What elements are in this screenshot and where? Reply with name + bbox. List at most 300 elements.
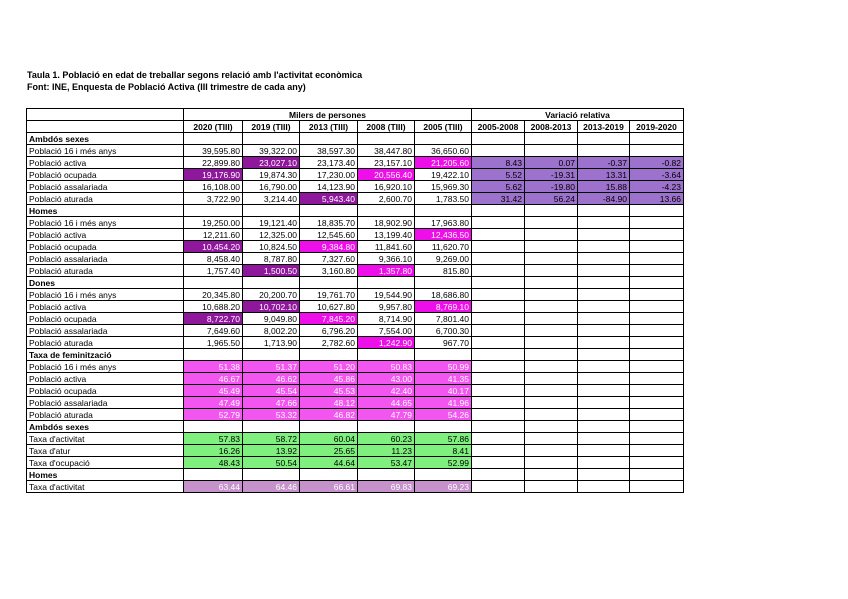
cell-variation bbox=[630, 301, 684, 313]
cell-value: 8,722.70 bbox=[184, 313, 243, 325]
cell-variation bbox=[578, 265, 630, 277]
cell-variation bbox=[472, 397, 525, 409]
row-label: Població aturada bbox=[27, 193, 184, 205]
cell-variation bbox=[630, 433, 684, 445]
cell-variation bbox=[472, 421, 525, 433]
cell-variation bbox=[525, 445, 578, 457]
table-row bbox=[27, 301, 684, 313]
cell-value: 50.83 bbox=[358, 361, 415, 373]
cell-variation bbox=[525, 277, 578, 289]
cell-variation bbox=[578, 397, 630, 409]
cell-value: 1,783.50 bbox=[415, 193, 472, 205]
cell-value: 19,544.90 bbox=[358, 289, 415, 301]
row-label: Taxa d'ocupació bbox=[27, 457, 184, 469]
cell-value: 8,714.90 bbox=[358, 313, 415, 325]
cell-value: 7,554.00 bbox=[358, 325, 415, 337]
cell-variation: -19.31 bbox=[525, 169, 578, 181]
cell-variation: 0.07 bbox=[525, 157, 578, 169]
table-row bbox=[27, 325, 684, 337]
cell-variation bbox=[525, 133, 578, 145]
cell-value: 60.23 bbox=[358, 433, 415, 445]
cell-variation bbox=[578, 409, 630, 421]
cell-value: 1,965.50 bbox=[184, 337, 243, 349]
cell-variation bbox=[525, 145, 578, 157]
table-row bbox=[27, 337, 684, 349]
cell-value: 6,796.20 bbox=[300, 325, 358, 337]
row-label: Població ocupada bbox=[27, 313, 184, 325]
cell-value bbox=[184, 469, 243, 481]
cell-value bbox=[358, 133, 415, 145]
cell-value: 1,242.90 bbox=[358, 337, 415, 349]
cell-variation bbox=[472, 217, 525, 229]
cell-value: 3,722.90 bbox=[184, 193, 243, 205]
row-label: Població aturada bbox=[27, 337, 184, 349]
cell-value: 51.37 bbox=[243, 361, 300, 373]
table-row bbox=[27, 433, 684, 445]
cell-variation bbox=[630, 145, 684, 157]
cell-variation bbox=[578, 457, 630, 469]
cell-value: 9,269.00 bbox=[415, 253, 472, 265]
cell-variation: -0.37 bbox=[578, 157, 630, 169]
header-period: 2019-2020 bbox=[630, 121, 684, 133]
cell-variation bbox=[525, 385, 578, 397]
cell-value bbox=[415, 205, 472, 217]
row-label: Població activa bbox=[27, 229, 184, 241]
cell-value: 51.38 bbox=[184, 361, 243, 373]
row-label: Taxa d'atur bbox=[27, 445, 184, 457]
cell-variation bbox=[472, 361, 525, 373]
row-label: Població ocupada bbox=[27, 241, 184, 253]
cell-variation bbox=[630, 397, 684, 409]
cell-value: 9,384.80 bbox=[300, 241, 358, 253]
cell-value: 19,761.70 bbox=[300, 289, 358, 301]
header-year: 2008 (TIII) bbox=[358, 121, 415, 133]
cell-value: 43.00 bbox=[358, 373, 415, 385]
row-label: Taxa d'activitat bbox=[27, 433, 184, 445]
cell-variation bbox=[472, 445, 525, 457]
cell-variation bbox=[630, 445, 684, 457]
cell-value: 41.35 bbox=[415, 373, 472, 385]
cell-variation bbox=[630, 229, 684, 241]
cell-variation bbox=[525, 229, 578, 241]
cell-value: 9,957.80 bbox=[358, 301, 415, 313]
cell-variation bbox=[472, 349, 525, 361]
cell-value: 18,686.80 bbox=[415, 289, 472, 301]
cell-variation bbox=[578, 205, 630, 217]
cell-value: 7,845.20 bbox=[300, 313, 358, 325]
row-label: Població ocupada bbox=[27, 169, 184, 181]
cell-value bbox=[358, 349, 415, 361]
cell-value: 1,757.40 bbox=[184, 265, 243, 277]
cell-value: 12,325.00 bbox=[243, 229, 300, 241]
cell-variation bbox=[525, 349, 578, 361]
cell-variation bbox=[472, 433, 525, 445]
cell-value: 46.82 bbox=[300, 409, 358, 421]
table-row bbox=[27, 481, 684, 493]
cell-value: 12,436.50 bbox=[415, 229, 472, 241]
table-row bbox=[27, 313, 684, 325]
row-label: Població assalariada bbox=[27, 181, 184, 193]
cell-value: 51.20 bbox=[300, 361, 358, 373]
cell-variation: -4.23 bbox=[630, 181, 684, 193]
section-row bbox=[27, 349, 684, 361]
cell-value: 2,600.70 bbox=[358, 193, 415, 205]
cell-variation bbox=[630, 325, 684, 337]
cell-variation bbox=[578, 229, 630, 241]
cell-variation bbox=[525, 421, 578, 433]
cell-variation bbox=[525, 481, 578, 493]
section-label: Taxa de feminització bbox=[27, 349, 184, 361]
cell-value: 45.53 bbox=[300, 385, 358, 397]
cell-value: 16,790.00 bbox=[243, 181, 300, 193]
cell-value bbox=[243, 277, 300, 289]
cell-variation bbox=[578, 349, 630, 361]
cell-value: 45.49 bbox=[184, 385, 243, 397]
cell-variation bbox=[578, 253, 630, 265]
cell-value bbox=[300, 349, 358, 361]
cell-variation: -84.90 bbox=[578, 193, 630, 205]
cell-variation bbox=[525, 361, 578, 373]
cell-value: 52.99 bbox=[415, 457, 472, 469]
cell-value bbox=[415, 277, 472, 289]
cell-variation bbox=[578, 217, 630, 229]
cell-value bbox=[415, 349, 472, 361]
cell-value: 36,650.60 bbox=[415, 145, 472, 157]
cell-value: 9,049.80 bbox=[243, 313, 300, 325]
cell-value: 11.23 bbox=[358, 445, 415, 457]
data-table bbox=[26, 108, 684, 493]
cell-value: 63.44 bbox=[184, 481, 243, 493]
cell-variation bbox=[472, 481, 525, 493]
cell-value: 7,649.60 bbox=[184, 325, 243, 337]
cell-value: 10,454.20 bbox=[184, 241, 243, 253]
cell-value: 47.79 bbox=[358, 409, 415, 421]
cell-value: 64.46 bbox=[243, 481, 300, 493]
cell-value bbox=[243, 133, 300, 145]
cell-value: 46.62 bbox=[243, 373, 300, 385]
section-row bbox=[27, 205, 684, 217]
cell-variation bbox=[630, 385, 684, 397]
cell-variation bbox=[578, 301, 630, 313]
section-label: Homes bbox=[27, 205, 184, 217]
section-label: Dones bbox=[27, 277, 184, 289]
cell-value: 967.70 bbox=[415, 337, 472, 349]
cell-value: 45.54 bbox=[243, 385, 300, 397]
cell-value: 16,920.10 bbox=[358, 181, 415, 193]
cell-value bbox=[300, 133, 358, 145]
cell-value bbox=[415, 469, 472, 481]
header-year: 2013 (TIII) bbox=[300, 121, 358, 133]
cell-variation bbox=[630, 205, 684, 217]
cell-value: 8,787.80 bbox=[243, 253, 300, 265]
row-label: Població ocupada bbox=[27, 385, 184, 397]
header-corner bbox=[27, 121, 184, 133]
row-label: Població 16 i més anys bbox=[27, 361, 184, 373]
cell-value: 13.92 bbox=[243, 445, 300, 457]
cell-variation bbox=[578, 337, 630, 349]
cell-variation bbox=[472, 265, 525, 277]
cell-value: 2,782.60 bbox=[300, 337, 358, 349]
cell-variation bbox=[472, 373, 525, 385]
cell-variation bbox=[630, 289, 684, 301]
cell-variation bbox=[472, 301, 525, 313]
cell-value: 8.41 bbox=[415, 445, 472, 457]
cell-value bbox=[243, 421, 300, 433]
cell-value: 45.86 bbox=[300, 373, 358, 385]
cell-value bbox=[358, 205, 415, 217]
cell-value: 46.67 bbox=[184, 373, 243, 385]
cell-value bbox=[300, 469, 358, 481]
cell-variation: 5.62 bbox=[472, 181, 525, 193]
cell-value: 69.83 bbox=[358, 481, 415, 493]
cell-variation bbox=[525, 205, 578, 217]
row-label: Població 16 i més anys bbox=[27, 217, 184, 229]
cell-value bbox=[184, 133, 243, 145]
row-label: Població activa bbox=[27, 301, 184, 313]
cell-variation bbox=[630, 361, 684, 373]
table-title: Taula 1. Població en edat de treballar segons relació amb l'activitat econòmica bbox=[27, 70, 363, 80]
cell-variation bbox=[630, 277, 684, 289]
cell-value: 3,160.80 bbox=[300, 265, 358, 277]
cell-variation bbox=[472, 313, 525, 325]
cell-value bbox=[184, 421, 243, 433]
cell-variation: -0.82 bbox=[630, 157, 684, 169]
table-row bbox=[27, 169, 684, 181]
row-label: Població aturada bbox=[27, 265, 184, 277]
cell-value: 23,027.10 bbox=[243, 157, 300, 169]
cell-value: 39,322.00 bbox=[243, 145, 300, 157]
cell-value: 19,422.10 bbox=[415, 169, 472, 181]
cell-value: 47.66 bbox=[243, 397, 300, 409]
section-row bbox=[27, 421, 684, 433]
cell-value bbox=[243, 349, 300, 361]
cell-value: 8,769.10 bbox=[415, 301, 472, 313]
cell-value: 10,702.10 bbox=[243, 301, 300, 313]
cell-variation bbox=[525, 433, 578, 445]
cell-value: 39,595.80 bbox=[184, 145, 243, 157]
header-corner bbox=[27, 109, 184, 121]
cell-value: 17,230.00 bbox=[300, 169, 358, 181]
cell-value bbox=[243, 205, 300, 217]
cell-value: 12,545.60 bbox=[300, 229, 358, 241]
cell-variation bbox=[630, 241, 684, 253]
cell-value: 9,366.10 bbox=[358, 253, 415, 265]
cell-variation: -19.80 bbox=[525, 181, 578, 193]
table-row bbox=[27, 145, 684, 157]
cell-value: 5,943.40 bbox=[300, 193, 358, 205]
cell-value: 18,835.70 bbox=[300, 217, 358, 229]
cell-variation bbox=[472, 385, 525, 397]
cell-value: 10,627.80 bbox=[300, 301, 358, 313]
cell-value: 41.96 bbox=[415, 397, 472, 409]
cell-value: 53.47 bbox=[358, 457, 415, 469]
cell-value bbox=[184, 205, 243, 217]
row-label: Població 16 i més anys bbox=[27, 145, 184, 157]
cell-value: 19,250.00 bbox=[184, 217, 243, 229]
cell-variation bbox=[630, 457, 684, 469]
row-label: Població 16 i més anys bbox=[27, 289, 184, 301]
section-label: Homes bbox=[27, 469, 184, 481]
cell-value: 7,801.40 bbox=[415, 313, 472, 325]
section-row bbox=[27, 133, 684, 145]
cell-variation bbox=[578, 361, 630, 373]
cell-value: 21,205.60 bbox=[415, 157, 472, 169]
cell-value: 66.61 bbox=[300, 481, 358, 493]
cell-value: 14,123.90 bbox=[300, 181, 358, 193]
cell-value bbox=[300, 277, 358, 289]
cell-value bbox=[300, 421, 358, 433]
cell-variation bbox=[578, 469, 630, 481]
cell-value: 48.12 bbox=[300, 397, 358, 409]
table-row bbox=[27, 385, 684, 397]
header-group-thousands: Milers de persones bbox=[184, 109, 472, 121]
cell-value: 8,002.20 bbox=[243, 325, 300, 337]
cell-variation bbox=[630, 409, 684, 421]
cell-variation bbox=[630, 253, 684, 265]
header-period: 2008-2013 bbox=[525, 121, 578, 133]
cell-variation bbox=[578, 313, 630, 325]
cell-variation bbox=[630, 217, 684, 229]
cell-value: 60.04 bbox=[300, 433, 358, 445]
cell-value: 16,108.00 bbox=[184, 181, 243, 193]
cell-variation bbox=[472, 289, 525, 301]
cell-value: 53.32 bbox=[243, 409, 300, 421]
cell-variation bbox=[472, 337, 525, 349]
cell-variation bbox=[525, 337, 578, 349]
cell-value: 18,902.90 bbox=[358, 217, 415, 229]
header-year: 2005 (TIII) bbox=[415, 121, 472, 133]
row-label: Població assalariada bbox=[27, 253, 184, 265]
row-label: Població activa bbox=[27, 373, 184, 385]
cell-value: 52.79 bbox=[184, 409, 243, 421]
cell-variation bbox=[578, 133, 630, 145]
table-row bbox=[27, 409, 684, 421]
cell-variation bbox=[525, 265, 578, 277]
table-row bbox=[27, 361, 684, 373]
cell-value: 54.26 bbox=[415, 409, 472, 421]
cell-value: 19,176.90 bbox=[184, 169, 243, 181]
cell-value bbox=[243, 469, 300, 481]
cell-variation bbox=[525, 289, 578, 301]
cell-variation bbox=[578, 241, 630, 253]
cell-variation: 13.66 bbox=[630, 193, 684, 205]
cell-variation bbox=[472, 469, 525, 481]
cell-variation: 5.52 bbox=[472, 169, 525, 181]
cell-variation bbox=[630, 373, 684, 385]
cell-value bbox=[415, 421, 472, 433]
table-row bbox=[27, 457, 684, 469]
header-year: 2020 (TIII) bbox=[184, 121, 243, 133]
cell-variation bbox=[578, 373, 630, 385]
cell-value: 11,620.70 bbox=[415, 241, 472, 253]
cell-value: 12,211.60 bbox=[184, 229, 243, 241]
table-row bbox=[27, 373, 684, 385]
table-row bbox=[27, 265, 684, 277]
cell-variation bbox=[472, 277, 525, 289]
cell-value: 38,597.30 bbox=[300, 145, 358, 157]
cell-value: 11,841.60 bbox=[358, 241, 415, 253]
cell-value: 50.99 bbox=[415, 361, 472, 373]
cell-value: 47.49 bbox=[184, 397, 243, 409]
cell-value: 17,963.80 bbox=[415, 217, 472, 229]
section-label: Ambdós sexes bbox=[27, 421, 184, 433]
table-row bbox=[27, 193, 684, 205]
cell-variation bbox=[578, 445, 630, 457]
cell-variation bbox=[525, 325, 578, 337]
header-period: 2005-2008 bbox=[472, 121, 525, 133]
cell-value: 1,500.50 bbox=[243, 265, 300, 277]
cell-value: 3,214.40 bbox=[243, 193, 300, 205]
table-source: Font: INE, Enquesta de Població Activa (III trimestre de cada any) bbox=[27, 82, 306, 92]
row-label: Població activa bbox=[27, 157, 184, 169]
cell-value: 58.72 bbox=[243, 433, 300, 445]
cell-variation bbox=[472, 133, 525, 145]
cell-variation bbox=[472, 241, 525, 253]
cell-variation bbox=[630, 421, 684, 433]
cell-variation bbox=[472, 229, 525, 241]
header-row bbox=[27, 109, 684, 121]
cell-value: 15,969.30 bbox=[415, 181, 472, 193]
row-label: Taxa d'activitat bbox=[27, 481, 184, 493]
cell-variation bbox=[525, 409, 578, 421]
cell-variation bbox=[525, 313, 578, 325]
cell-variation bbox=[630, 337, 684, 349]
table-row bbox=[27, 289, 684, 301]
table-row bbox=[27, 397, 684, 409]
row-label: Població aturada bbox=[27, 409, 184, 421]
cell-variation bbox=[525, 457, 578, 469]
cell-value: 7,327.60 bbox=[300, 253, 358, 265]
cell-variation bbox=[472, 253, 525, 265]
cell-variation bbox=[525, 241, 578, 253]
cell-variation: 56.24 bbox=[525, 193, 578, 205]
table-row bbox=[27, 181, 684, 193]
cell-variation bbox=[630, 133, 684, 145]
cell-value: 23,157.10 bbox=[358, 157, 415, 169]
cell-value: 6,700.30 bbox=[415, 325, 472, 337]
cell-value bbox=[184, 277, 243, 289]
table-row bbox=[27, 253, 684, 265]
cell-value bbox=[358, 421, 415, 433]
cell-value: 20,200.70 bbox=[243, 289, 300, 301]
cell-value: 19,121.40 bbox=[243, 217, 300, 229]
section-label: Ambdós sexes bbox=[27, 133, 184, 145]
cell-variation bbox=[525, 217, 578, 229]
section-row bbox=[27, 469, 684, 481]
cell-value: 13,199.40 bbox=[358, 229, 415, 241]
cell-variation bbox=[525, 469, 578, 481]
cell-value: 44.65 bbox=[358, 397, 415, 409]
cell-value: 815.80 bbox=[415, 265, 472, 277]
cell-value bbox=[358, 277, 415, 289]
cell-variation bbox=[630, 265, 684, 277]
cell-value: 20,345.80 bbox=[184, 289, 243, 301]
cell-value: 25.65 bbox=[300, 445, 358, 457]
cell-variation bbox=[472, 409, 525, 421]
cell-variation bbox=[578, 145, 630, 157]
header-group-variation: Variació relativa bbox=[472, 109, 684, 121]
cell-variation bbox=[630, 481, 684, 493]
cell-value: 10,688.20 bbox=[184, 301, 243, 313]
cell-variation bbox=[472, 145, 525, 157]
cell-value: 48.43 bbox=[184, 457, 243, 469]
cell-variation: 8.43 bbox=[472, 157, 525, 169]
table-row bbox=[27, 445, 684, 457]
cell-value: 19,874.30 bbox=[243, 169, 300, 181]
table-row bbox=[27, 229, 684, 241]
cell-value: 40.17 bbox=[415, 385, 472, 397]
cell-value: 69.23 bbox=[415, 481, 472, 493]
